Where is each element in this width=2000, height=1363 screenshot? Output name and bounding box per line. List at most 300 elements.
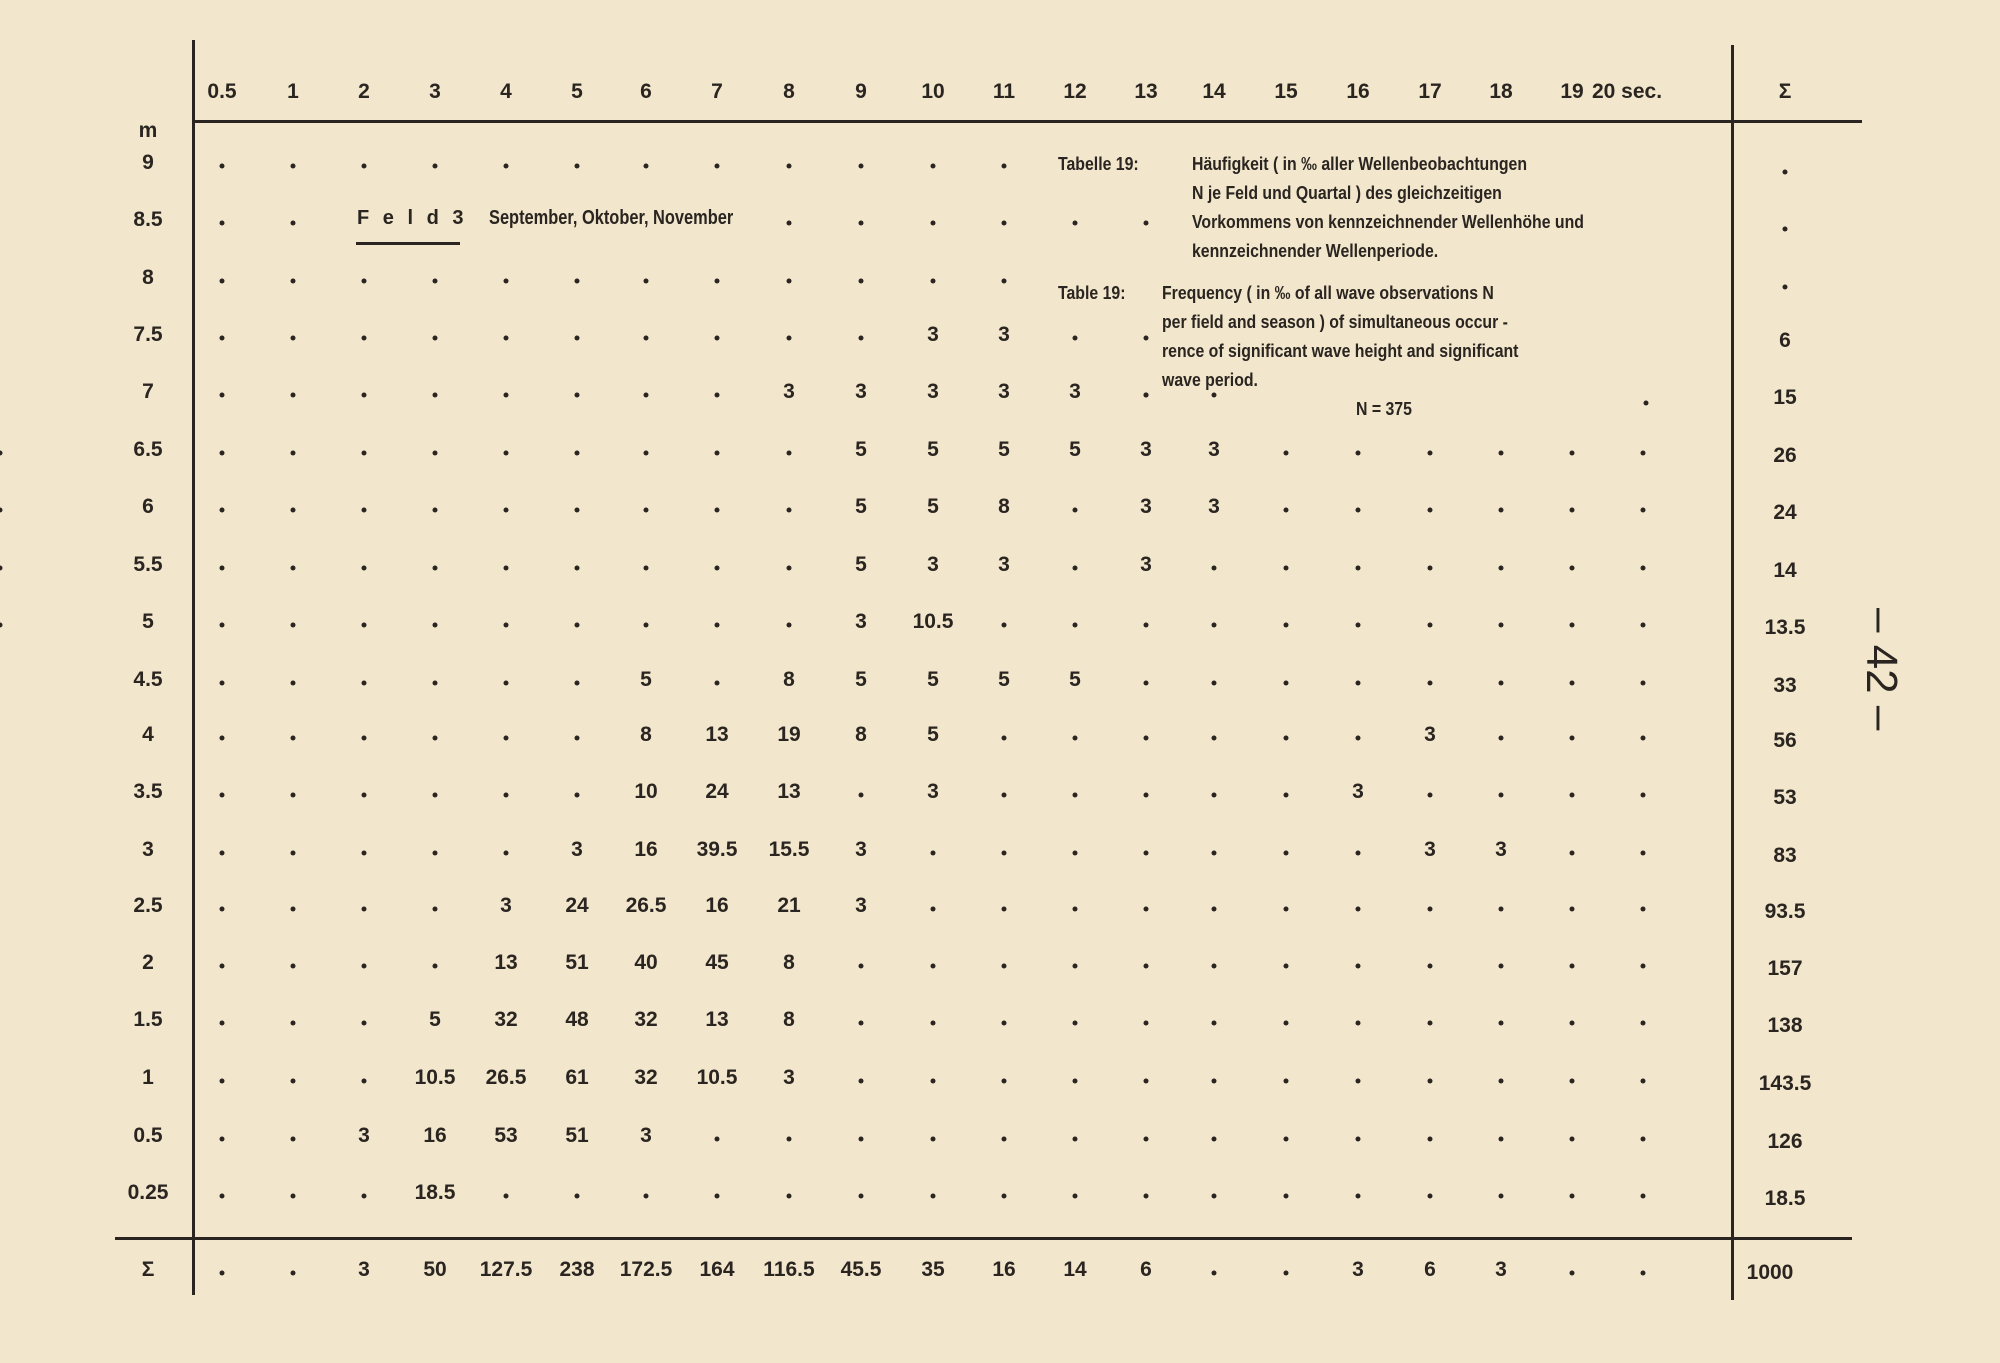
table-cell bbox=[575, 279, 580, 284]
caption-english-line: wave period. bbox=[1162, 370, 1258, 390]
column-total: 16 bbox=[992, 1258, 1016, 1281]
table-cell bbox=[291, 164, 296, 169]
feld-label: F e l d 3 bbox=[357, 207, 468, 229]
table-cell bbox=[1284, 1079, 1289, 1084]
table-cell: 5 bbox=[429, 1008, 441, 1031]
table-cell: 53 bbox=[494, 1124, 518, 1147]
table-cell bbox=[220, 336, 225, 341]
table-cell bbox=[1144, 1079, 1149, 1084]
table-cell bbox=[1641, 964, 1646, 969]
table-cell bbox=[859, 1079, 864, 1084]
table-cell: 51 bbox=[565, 951, 589, 974]
table-cell bbox=[433, 279, 438, 284]
table-cell: 3 bbox=[1140, 553, 1152, 576]
table-cell bbox=[1144, 393, 1149, 398]
table-cell bbox=[1356, 907, 1361, 912]
table-cell: 32 bbox=[634, 1008, 658, 1031]
table-cell bbox=[715, 1137, 720, 1142]
table-cell bbox=[1641, 1079, 1646, 1084]
table-cell bbox=[1641, 681, 1646, 686]
table-cell bbox=[1144, 623, 1149, 628]
table-cell bbox=[291, 851, 296, 856]
table-cell bbox=[220, 681, 225, 686]
table-cell: 61 bbox=[565, 1066, 589, 1089]
table-cell: 15.5 bbox=[768, 838, 810, 861]
table-cell bbox=[1144, 907, 1149, 912]
table-cell bbox=[504, 681, 509, 686]
table-cell: 10.5 bbox=[414, 1066, 456, 1089]
row-height-label: 7 bbox=[142, 380, 154, 403]
table-cell bbox=[1428, 623, 1433, 628]
table-cell: 5 bbox=[1069, 438, 1081, 461]
row-height-label: 7.5 bbox=[133, 323, 163, 346]
table-cell bbox=[1428, 566, 1433, 571]
table-cell bbox=[1499, 1194, 1504, 1199]
table-cell bbox=[715, 451, 720, 456]
table-cell bbox=[362, 623, 367, 628]
period-header: 8 bbox=[783, 80, 795, 103]
period-header: 1 bbox=[287, 80, 299, 103]
table-cell bbox=[220, 393, 225, 398]
table-cell bbox=[859, 1021, 864, 1026]
period-header: 13 bbox=[1134, 80, 1158, 103]
table-cell bbox=[1356, 566, 1361, 571]
table-cell bbox=[1073, 907, 1078, 912]
table-cell: 3 bbox=[998, 380, 1010, 403]
table-cell bbox=[1356, 623, 1361, 628]
table-cell bbox=[787, 1194, 792, 1199]
table-cell bbox=[504, 393, 509, 398]
table-cell bbox=[291, 279, 296, 284]
table-cell bbox=[220, 451, 225, 456]
table-cell bbox=[1570, 907, 1575, 912]
table-cell bbox=[220, 793, 225, 798]
table-cell bbox=[1570, 1079, 1575, 1084]
table-cell bbox=[575, 681, 580, 686]
table-cell: 3 bbox=[1140, 438, 1152, 461]
table-cell bbox=[1499, 1021, 1504, 1026]
table-cell bbox=[1356, 1079, 1361, 1084]
table-cell bbox=[362, 1079, 367, 1084]
table-cell bbox=[931, 907, 936, 912]
caption-english-line: per field and season ) of simultaneous occur - bbox=[1162, 312, 1508, 332]
table-cell bbox=[220, 851, 225, 856]
table-cell bbox=[1284, 566, 1289, 571]
table-cell bbox=[1641, 1137, 1646, 1142]
period-header: 4 bbox=[500, 80, 512, 103]
table-cell: 8 bbox=[998, 495, 1010, 518]
row-sum: 93.5 bbox=[1764, 900, 1806, 923]
caption-english-label: Table 19: bbox=[1058, 283, 1126, 303]
table-cell bbox=[1570, 623, 1575, 628]
table-cell: 24 bbox=[705, 780, 729, 803]
table-cell bbox=[504, 279, 509, 284]
row-sum: 138 bbox=[1767, 1014, 1803, 1037]
table-cell bbox=[0, 508, 3, 513]
table-cell bbox=[1212, 623, 1217, 628]
table-cell bbox=[504, 508, 509, 513]
period-header: 16 bbox=[1346, 80, 1370, 103]
table-cell bbox=[1284, 1021, 1289, 1026]
table-cell: 8 bbox=[783, 951, 795, 974]
table-cell bbox=[433, 964, 438, 969]
column-total bbox=[1641, 1271, 1646, 1276]
table-cell bbox=[1356, 681, 1361, 686]
table-cell bbox=[1144, 1021, 1149, 1026]
table-cell bbox=[1073, 1079, 1078, 1084]
table-cell bbox=[1428, 907, 1433, 912]
table-cell bbox=[1570, 566, 1575, 571]
table-cell bbox=[859, 221, 864, 226]
table-cell: 3 bbox=[1069, 380, 1081, 403]
period-header: 7 bbox=[711, 80, 723, 103]
row-sum: 6 bbox=[1779, 329, 1791, 352]
row-sum bbox=[1783, 170, 1788, 175]
table-cell bbox=[1284, 623, 1289, 628]
table-cell bbox=[931, 1194, 936, 1199]
table-cell bbox=[787, 221, 792, 226]
table-cell bbox=[1284, 681, 1289, 686]
table-cell bbox=[931, 964, 936, 969]
table-cell: 13 bbox=[705, 723, 729, 746]
table-cell: 10 bbox=[634, 780, 658, 803]
table-cell bbox=[220, 221, 225, 226]
feld-underline bbox=[356, 242, 460, 245]
table-cell bbox=[1644, 401, 1649, 406]
period-header: 12 bbox=[1063, 80, 1087, 103]
table-cell bbox=[1002, 623, 1007, 628]
row-height-label: 4 bbox=[142, 723, 154, 746]
table-cell bbox=[644, 164, 649, 169]
table-cell: 10.5 bbox=[912, 610, 954, 633]
table-cell: 19 bbox=[777, 723, 801, 746]
table-cell bbox=[1073, 221, 1078, 226]
table-cell: 5 bbox=[998, 668, 1010, 691]
table-cell bbox=[715, 1194, 720, 1199]
row-sum: 13.5 bbox=[1764, 616, 1806, 639]
row-height-label: 1.5 bbox=[133, 1008, 163, 1031]
table-cell: 3 bbox=[927, 553, 939, 576]
table-cell bbox=[1570, 793, 1575, 798]
table-cell bbox=[1144, 793, 1149, 798]
table-cell bbox=[859, 279, 864, 284]
table-cell: 3 bbox=[358, 1124, 370, 1147]
table-cell bbox=[504, 1194, 509, 1199]
table-cell bbox=[1641, 851, 1646, 856]
table-cell bbox=[787, 508, 792, 513]
row-height-label: 0.5 bbox=[133, 1124, 163, 1147]
table-cell bbox=[1212, 681, 1217, 686]
table-cell bbox=[715, 623, 720, 628]
table-cell bbox=[1144, 221, 1149, 226]
table-cell bbox=[1144, 681, 1149, 686]
table-cell bbox=[1212, 1079, 1217, 1084]
table-cell bbox=[1144, 336, 1149, 341]
table-cell bbox=[1002, 793, 1007, 798]
caption-german-line: Häufigkeit ( in ‰ aller Wellenbeobachtungen bbox=[1192, 154, 1528, 174]
table-cell bbox=[220, 164, 225, 169]
table-cell bbox=[644, 279, 649, 284]
table-cell bbox=[575, 164, 580, 169]
table-cell bbox=[291, 736, 296, 741]
table-cell bbox=[1641, 907, 1646, 912]
table-cell: 3 bbox=[500, 894, 512, 917]
table-cell bbox=[1002, 1021, 1007, 1026]
table-cell: 3 bbox=[1495, 838, 1507, 861]
table-cell: 39.5 bbox=[696, 838, 738, 861]
table-cell bbox=[859, 1194, 864, 1199]
table-cell bbox=[220, 736, 225, 741]
column-total: 35 bbox=[921, 1258, 945, 1281]
table-cell bbox=[715, 508, 720, 513]
row-height-label: 5.5 bbox=[133, 553, 163, 576]
column-total bbox=[1212, 1271, 1217, 1276]
table-cell bbox=[220, 566, 225, 571]
table-cell bbox=[1002, 907, 1007, 912]
table-cell bbox=[1499, 681, 1504, 686]
table-cell bbox=[1284, 1194, 1289, 1199]
table-cell bbox=[433, 566, 438, 571]
period-header: 20 sec. bbox=[1591, 80, 1663, 103]
table-cell bbox=[1002, 736, 1007, 741]
row-height-label: 8 bbox=[142, 266, 154, 289]
column-total: 238 bbox=[559, 1258, 595, 1281]
table-cell bbox=[1284, 793, 1289, 798]
table-cell bbox=[1002, 1079, 1007, 1084]
table-cell bbox=[715, 164, 720, 169]
table-cell bbox=[1428, 681, 1433, 686]
table-cell bbox=[1570, 451, 1575, 456]
table-cell bbox=[575, 336, 580, 341]
period-header: 0.5 bbox=[207, 80, 237, 103]
column-total bbox=[1570, 1271, 1575, 1276]
row-sum: 14 bbox=[1773, 559, 1797, 582]
table-cell bbox=[433, 851, 438, 856]
table-cell bbox=[362, 1021, 367, 1026]
table-cell: 5 bbox=[640, 668, 652, 691]
table-cell: 3 bbox=[927, 380, 939, 403]
table-cell bbox=[291, 1079, 296, 1084]
caption-german-line: Vorkommens von kennzeichnender Wellenhöhe und bbox=[1192, 212, 1584, 232]
table-cell bbox=[1428, 1194, 1433, 1199]
table-cell bbox=[931, 1021, 936, 1026]
row-height-label: 0.25 bbox=[127, 1181, 169, 1204]
table-cell bbox=[644, 393, 649, 398]
table-cell bbox=[291, 907, 296, 912]
table-cell: 5 bbox=[1069, 668, 1081, 691]
table-cell bbox=[291, 508, 296, 513]
table-cell bbox=[291, 1194, 296, 1199]
table-cell: 3 bbox=[1424, 723, 1436, 746]
right-divider bbox=[1731, 45, 1734, 1300]
row-height-label: 8.5 bbox=[133, 208, 163, 231]
table-cell bbox=[362, 336, 367, 341]
column-total: 45.5 bbox=[840, 1258, 882, 1281]
table-cell bbox=[1284, 736, 1289, 741]
period-header: 2 bbox=[358, 80, 370, 103]
table-cell bbox=[220, 907, 225, 912]
table-cell: 5 bbox=[927, 668, 939, 691]
table-cell: 26.5 bbox=[485, 1066, 527, 1089]
table-cell bbox=[1144, 736, 1149, 741]
table-cell bbox=[787, 623, 792, 628]
table-cell bbox=[1570, 1194, 1575, 1199]
table-cell: 5 bbox=[855, 438, 867, 461]
column-total: 164 bbox=[699, 1258, 735, 1281]
table-cell bbox=[1144, 964, 1149, 969]
table-cell bbox=[504, 623, 509, 628]
table-cell bbox=[1428, 1079, 1433, 1084]
table-cell bbox=[644, 566, 649, 571]
table-cell bbox=[931, 221, 936, 226]
table-cell bbox=[362, 164, 367, 169]
table-cell bbox=[1641, 623, 1646, 628]
table-cell bbox=[1212, 793, 1217, 798]
caption-german-line: N je Feld und Quartal ) des gleichzeitigen bbox=[1192, 183, 1502, 203]
row-height-label: 3 bbox=[142, 838, 154, 861]
table-cell bbox=[575, 508, 580, 513]
caption-german-label: Tabelle 19: bbox=[1058, 154, 1139, 174]
table-cell: 3 bbox=[855, 894, 867, 917]
table-cell bbox=[433, 907, 438, 912]
row-sum: 53 bbox=[1773, 786, 1797, 809]
table-cell bbox=[715, 681, 720, 686]
table-cell bbox=[433, 451, 438, 456]
table-cell bbox=[1499, 964, 1504, 969]
table-cell bbox=[1144, 1194, 1149, 1199]
table-cell bbox=[362, 1194, 367, 1199]
table-cell: 24 bbox=[565, 894, 589, 917]
table-cell bbox=[1428, 964, 1433, 969]
table-cell bbox=[1284, 1137, 1289, 1142]
table-cell bbox=[433, 393, 438, 398]
row-sum: 26 bbox=[1773, 444, 1797, 467]
table-cell bbox=[1002, 1137, 1007, 1142]
table-cell: 3 bbox=[927, 323, 939, 346]
table-cell bbox=[362, 566, 367, 571]
table-cell: 5 bbox=[927, 438, 939, 461]
table-cell bbox=[433, 164, 438, 169]
table-cell bbox=[504, 736, 509, 741]
table-cell: 10.5 bbox=[696, 1066, 738, 1089]
table-cell bbox=[220, 279, 225, 284]
table-cell bbox=[220, 1137, 225, 1142]
table-cell bbox=[1356, 736, 1361, 741]
table-cell bbox=[362, 508, 367, 513]
period-header: 18 bbox=[1489, 80, 1513, 103]
table-cell bbox=[1356, 851, 1361, 856]
table-cell: 3 bbox=[1352, 780, 1364, 803]
period-header: 19 bbox=[1560, 80, 1584, 103]
table-cell bbox=[1570, 681, 1575, 686]
row-sum bbox=[1783, 227, 1788, 232]
table-cell bbox=[1570, 1021, 1575, 1026]
table-cell: 3 bbox=[998, 553, 1010, 576]
table-cell bbox=[291, 681, 296, 686]
table-cell: 3 bbox=[1208, 438, 1220, 461]
column-total: 127.5 bbox=[479, 1258, 533, 1281]
table-cell bbox=[1284, 508, 1289, 513]
table-cell bbox=[1073, 566, 1078, 571]
table-cell bbox=[433, 681, 438, 686]
column-total: 116.5 bbox=[763, 1258, 815, 1281]
table-cell: 26.5 bbox=[625, 894, 667, 917]
period-header: 3 bbox=[429, 80, 441, 103]
row-sum: 126 bbox=[1767, 1130, 1803, 1153]
table-cell: 40 bbox=[634, 951, 658, 974]
period-header: 11 bbox=[992, 80, 1016, 103]
table-cell: 8 bbox=[640, 723, 652, 746]
caption-german-line: kennzeichnender Wellenperiode. bbox=[1192, 241, 1439, 261]
table-cell bbox=[715, 566, 720, 571]
table-cell bbox=[1428, 1137, 1433, 1142]
table-cell: 3 bbox=[783, 380, 795, 403]
table-cell bbox=[1499, 793, 1504, 798]
table-cell bbox=[362, 681, 367, 686]
table-cell bbox=[1641, 508, 1646, 513]
table-cell: 3 bbox=[927, 780, 939, 803]
table-cell bbox=[1499, 907, 1504, 912]
table-cell bbox=[291, 1021, 296, 1026]
totals-rule bbox=[115, 1237, 1852, 1240]
row-sum: 24 bbox=[1773, 501, 1797, 524]
table-cell bbox=[1356, 1021, 1361, 1026]
period-header: 15 bbox=[1274, 80, 1298, 103]
table-cell: 13 bbox=[705, 1008, 729, 1031]
table-cell bbox=[1002, 1194, 1007, 1199]
table-cell bbox=[1499, 1079, 1504, 1084]
row-height-label: 9 bbox=[142, 151, 154, 174]
table-cell bbox=[1212, 907, 1217, 912]
table-cell bbox=[1499, 566, 1504, 571]
column-total: 172.5 bbox=[619, 1258, 673, 1281]
table-cell bbox=[1212, 964, 1217, 969]
table-cell bbox=[859, 964, 864, 969]
table-cell bbox=[644, 1194, 649, 1199]
table-cell bbox=[1212, 1137, 1217, 1142]
table-cell bbox=[1428, 451, 1433, 456]
table-cell bbox=[362, 851, 367, 856]
table-cell bbox=[575, 451, 580, 456]
table-cell bbox=[1570, 851, 1575, 856]
table-cell: 13 bbox=[494, 951, 518, 974]
table-cell bbox=[291, 623, 296, 628]
left-divider bbox=[192, 40, 195, 1295]
table-cell bbox=[291, 221, 296, 226]
table-cell: 5 bbox=[855, 495, 867, 518]
table-cell bbox=[575, 1194, 580, 1199]
table-cell bbox=[859, 1137, 864, 1142]
table-cell: 5 bbox=[855, 553, 867, 576]
table-cell: 3 bbox=[855, 380, 867, 403]
table-cell bbox=[220, 1021, 225, 1026]
table-cell: 3 bbox=[783, 1066, 795, 1089]
table-cell bbox=[1641, 1194, 1646, 1199]
column-total: 6 bbox=[1140, 1258, 1152, 1281]
column-total bbox=[1284, 1271, 1289, 1276]
table-cell bbox=[1356, 451, 1361, 456]
table-cell bbox=[1428, 508, 1433, 513]
table-cell bbox=[1002, 221, 1007, 226]
table-cell bbox=[859, 793, 864, 798]
table-cell bbox=[504, 793, 509, 798]
column-total: 14 bbox=[1063, 1258, 1087, 1281]
sample-size: N = 375 bbox=[1356, 399, 1412, 419]
row-height-label: 4.5 bbox=[133, 668, 163, 691]
table-cell bbox=[787, 1137, 792, 1142]
table-cell bbox=[362, 736, 367, 741]
period-header: 14 bbox=[1202, 80, 1226, 103]
